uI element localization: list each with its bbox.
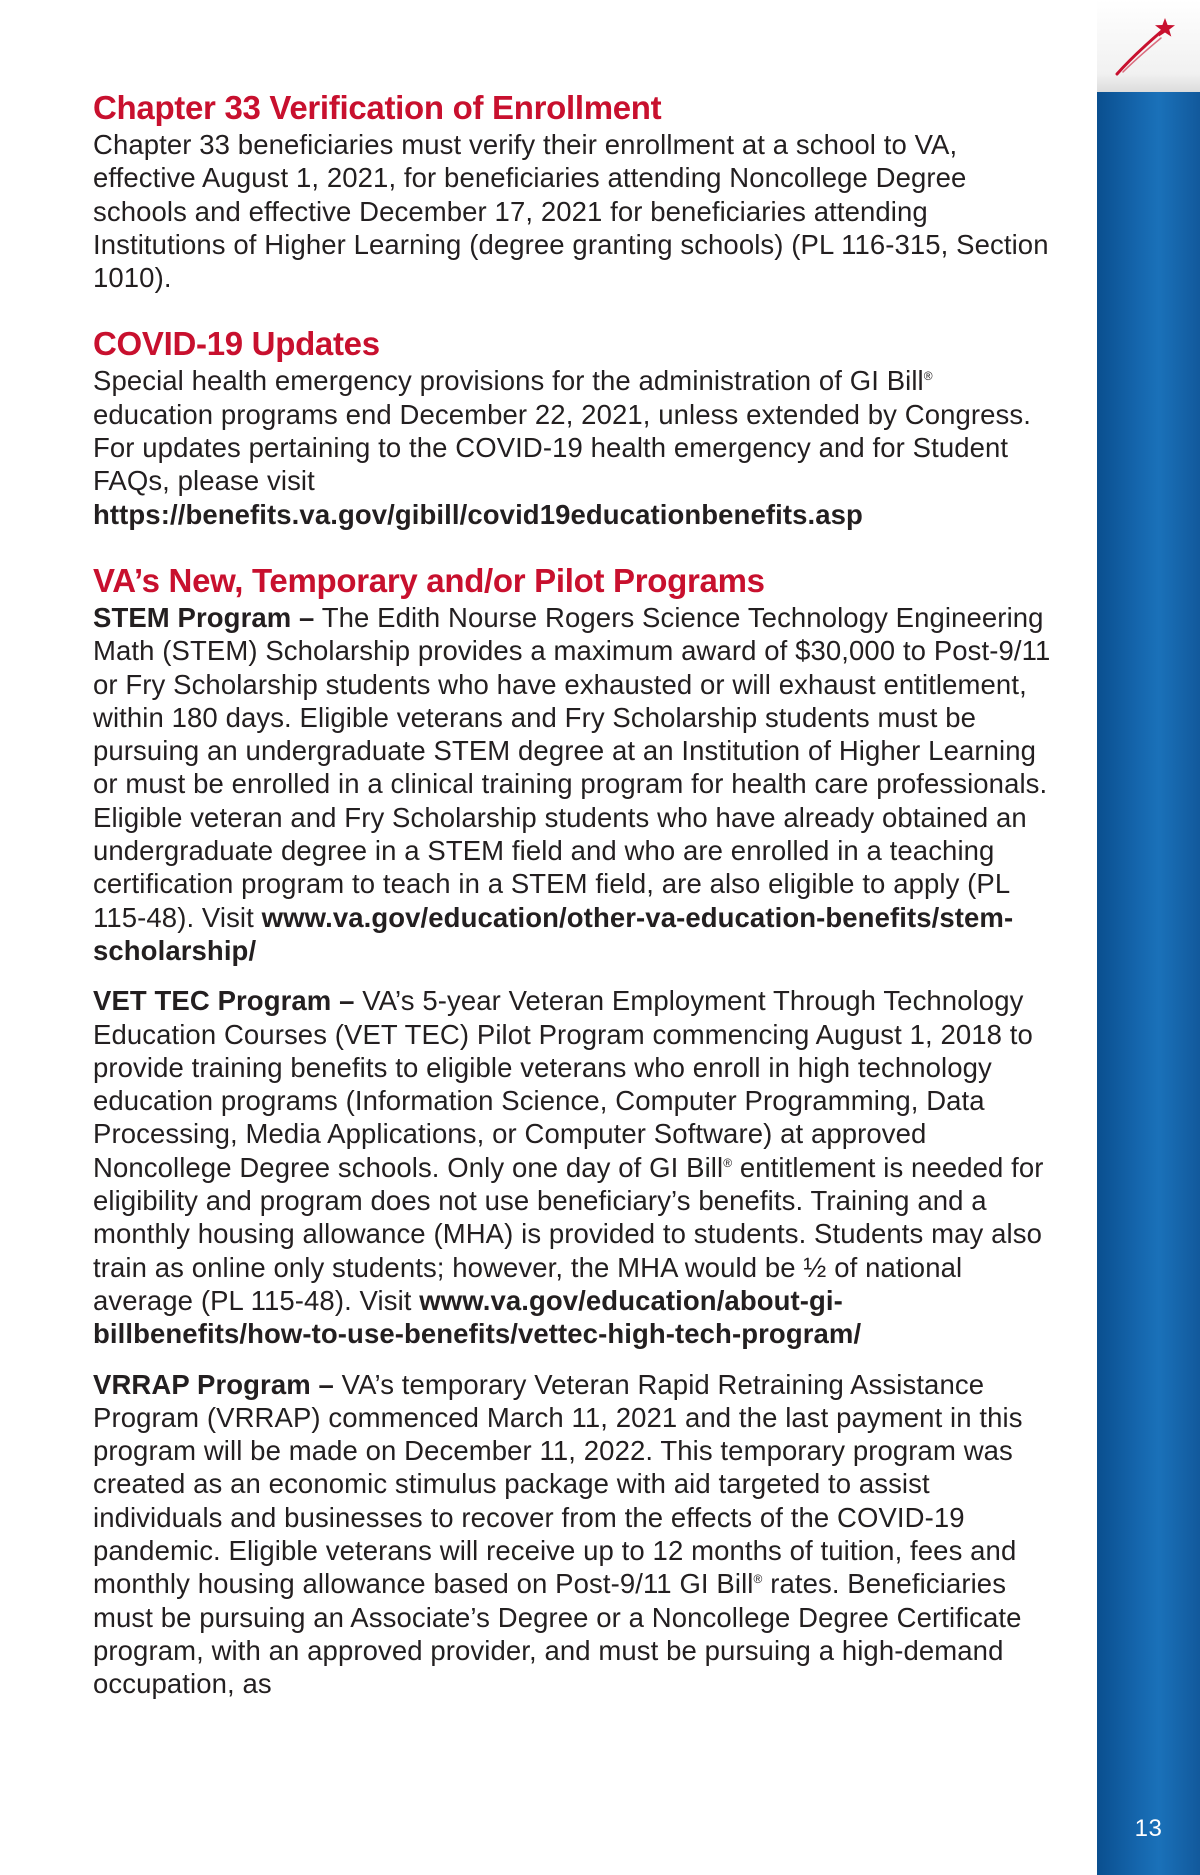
blue-sidebar [1097,0,1200,1875]
verification-body: Chapter 33 beneficiaries must verify their enrollment at a school to VA, effective August 1, 2021, for beneficiaries attending Noncollege Degree schools and effective December 17, 2021 for beneficiaries attending Institutions of Higher Learning (degree granting schools) (PL 116-315, Section 1010). [93,129,1049,294]
section-verification [93,88,1053,294]
registered-mark: ® [923,369,933,384]
registered-mark: ® [753,1572,763,1587]
stem-label: STEM Program – [93,601,315,633]
vettec-text-1: VA’s 5-year Veteran Employment Through Technology Education Courses (VET TEC) Pilot Program commencing August 1, 2018 to provide training benefits to eligible veterans who enroll in high technology education programs (Information Science, Computer Programming, Data Processing, Media Applications, or Computer Software) at approved Noncollege Degree schools. Only one day of GI Bill [93,985,1033,1183]
heading-verification: Chapter 33 Verification of Enrollment [93,89,662,126]
section-covid [93,324,1053,530]
registered-mark: ® [723,1155,733,1170]
section-programs [93,561,1053,1701]
covid-text-2: education programs end December 22, 2021, unless extended by Congress. For updates pertaining to the COVID-19 health emergency and for Student FAQs, please visit [93,398,1031,497]
shooting-star-icon [1115,12,1175,78]
covid-link[interactable]: https://benefits.va.gov/gibill/covid19educationbenefits.asp [93,498,863,530]
vettec-label: VET TEC Program – [93,985,355,1017]
vrrap-program [93,1368,1053,1701]
covid-text-1: Special health emergency provisions for the administration of GI Bill [93,365,924,397]
stem-program [93,601,1053,967]
page-number: 13 [1134,1815,1163,1842]
stem-link[interactable]: www.va.gov/education/other-va-education-benefits/stem-scholarship/ [93,901,1014,966]
heading-covid: COVID-19 Updates [93,325,380,363]
covid-body [93,364,1053,530]
vettec-link[interactable]: www.va.gov/education/about-gi-billbenefits/how-to-use-benefits/vettec-high-tech-program/ [93,1284,862,1350]
page-content [93,88,1053,1700]
heading-programs: VA’s New, Temporary and/or Pilot Programs [93,561,765,599]
vrrap-text-1: VA’s temporary Veteran Rapid Retraining Assistance Program (VRRAP) commenced March 11, 2021 and the last payment in this program will be made on December 11, 2022. This temporary program was created as an economic stimulus package with aid targeted to assist individuals and businesses to recover from the effects of the COVID-19 pandemic. Eligible veterans will receive up to 12 months of tuition, fees and monthly housing allowance based on Post-9/11 GI Bill [93,1368,1023,1600]
logo-tab [1097,0,1200,92]
stem-text: The Edith Nourse Rogers Science Technology Engineering Math (STEM) Scholarship provides a maximum award of $30,000 to Post-9/11 or Fry Scholarship students who have exhausted or will exhaust entitlement, within 180 days. Eligible veterans and Fry Scholarship students must be pursuing an undergraduate STEM degree at an Institution of Higher Learning or must be enrolled in a clinical training program for health care professionals. Eligible veteran and Fry Scholarship students who have already obtained an undergraduate degree in a STEM field and who are enrolled in a teaching certification program to teach in a STEM field, are also eligible to apply (PL 115-48). Visit [93,601,1051,933]
vrrap-text-2: rates. Beneficiaries must be pursuing an Associate’s Degree or a Noncollege Degree Certificate program, with an approved provider, and must be pursuing a high-demand occupation, as [93,1568,1022,1700]
vettec-text-2: entitlement is needed for eligibility and program does not use beneficiary’s benefits. Training and a monthly housing allowance (MHA) is provided to students. Students may also train as online only students; however, the MHA would be ½ of national average (PL 115-48). Visit [93,1151,1044,1316]
vettec-program [93,984,1053,1350]
vrrap-label: VRRAP Program – [93,1368,334,1400]
